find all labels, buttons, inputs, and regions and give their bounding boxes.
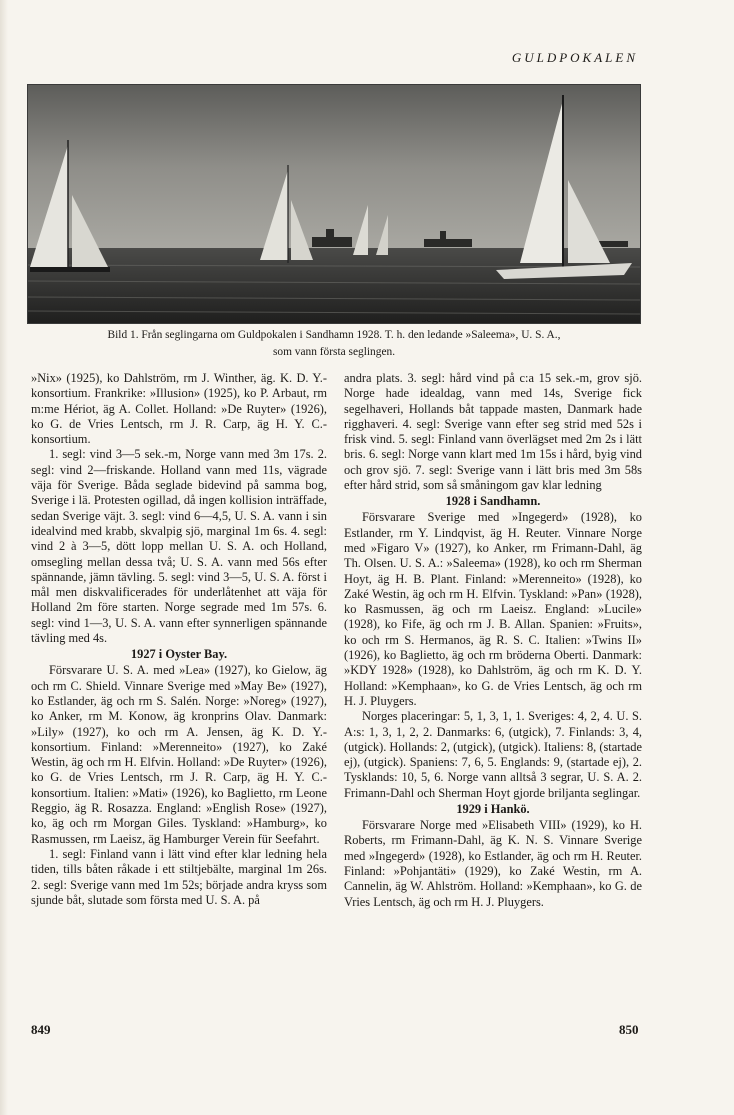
caption-line-1: Bild 1. Från seglingarna om Guldpokalen i Sandhamn 1928. T. h. den ledande »Saleema», U. S. A.,	[107, 329, 561, 341]
left-column	[31, 371, 327, 908]
section-heading-1927: 1927 i Oyster Bay.	[130, 647, 228, 662]
page-number-left: 849	[31, 1022, 51, 1037]
paragraph: Försvarare Sverige med »Ingegerd» (1928), ko Estlander, rm Y. Lindqvist, äg H. Reuter. Vinnare Norge med »Figaro V» (1927), ko Anker, rm Frimann-Dahl, äg Th. Olsen. U. S. A.: »Saleema» (1928), ko och rm Sherman Hoyt, äg H. B. Plant. Finland: »Merenneito» (1928), ko Zaké Westin, äg och rm H. Elfvin. Tyskland: »Pan» (1928), ko Rasmussen, äg och rm Laeisz. England: »Lucile» (1928), ko Fife, äg och rm J. B. Allan. Spanien: »Fruits», ko och rm S. Hermanos, äg R. S. C. Italien: »Twins II» (1926), ko Baglietto, äg och rm bröderna Oberti. Danmark: »KDY 1928» (1928), ko Dahlström, äg och rm K. D. Y. Holland: »Kemphaan», ko G. de Vries Lentsch, äg och rm H. J. Pluygers.	[344, 510, 642, 708]
right-column	[344, 371, 642, 910]
paragraph: andra plats. 3. segl: hård vind på c:a 15 sek.-m, grov sjö. Norge hade idealdag, vann med 14s, Sverige fick segelhaveri, Hollands båt tappade masten, Danmark hade rigghaveri. 4. segl: Sverige vann efter seg strid med 52s i frisk vind. 5. segl: Finland vann överlägset med 2m 2s i lätt bris. 6. segl: Norge vann klart med 1m 15s i hård, byig vind och grov sjö. 7. segl: Sverige vann i lätt bris med 3m 58s efter hård strid, som så småningom gav klar ledning	[344, 371, 642, 493]
page-edge	[0, 0, 8, 1115]
paragraph: Försvarare U. S. A. med »Lea» (1927), ko Gielow, äg och rm C. Shield. Vinnare Sverige med »May Be» (1927), ko Estlander, äg och rm S. Salén. Norge: »Noreg» (1927), ko Anker, rm M. Konow, äg kronprins Olav. Danmark: »Lily» (1927), ko och rm A. Jensen, äg K. D. Y.-konsortium. Finland: »Merenneito» (1927), ko Zaké Westin, äg och rm H. Elfvin. Holland: »De Ruyter» (1926), ko G. de Vries Lentsch, rm J. R. Carp, äg H. Y. C.-konsortium. Italien: »Mati» (1926), ko Baglietto, rm Leone Reggio, äg R. Rosazza. England: »English Rose» (1927), ko, äg och rm Morgan Giles. Tyskland: »Hamburg», ko Rasmussen, rm Laeisz, äg Hamburger Verein für Seefahrt.	[31, 663, 327, 846]
section-heading-1928: 1928 i Sandhamn.	[445, 494, 541, 509]
paragraph: »Nix» (1925), ko Dahlström, rm J. Winther, äg. K. D. Y.-konsortium. Frankrike: »Illusion» (1925), ko P. Arbaut, rm m:me Hériot, äg A. Collet. Holland: »De Ruyter» (1926), ko G. de Vries Lentsch, rm J. R. Carp, äg H. Y. C.-konsortium.	[31, 371, 327, 447]
caption-line-2: som vann första seglingen.	[272, 346, 396, 358]
paragraph: Norges placeringar: 5, 1, 3, 1, 1. Sveriges: 4, 2, 4. U. S. A:s: 1, 3, 1, 2, 2. Danmarks: 6, (utgick), 7. Finlands: 3, 4, (utgick). Hollands: 2, (utgick), (utgick). Italiens: 8, (startade ej), (utgick). Spaniens: 7, 6, 5. Englands: 9, (startade ej), 2. Tysklands: 10, 5, 6. Norge vann alltså 3 segrar, U. S. A. 2. Frimann-Dahl och Sherman Hoyt gjorde briljanta seglingar.	[344, 709, 642, 800]
paragraph: 1. segl: vind 3—5 sek.-m, Norge vann med 3m 17s. 2. segl: vind 2—friskande. Holland vann med 11s, vägrade väja för Sverige. Båda seglade bidevind på samma bog, Sverige i lä. Protesten ogillad, då ingen kollision inträffade, sedan Sverige väjt. 3. segl: vind 6—4,5, U. S. A. vann i sin idealvind med krabb, skvalpig sjö, marginal 1m 6s. 4. segl: vind 2 à 3—5, dött lopp mellan U. S. A. och Holland, omsegling mellan dessa två; U. S. A. vann med 56s efter spännande, jämn tävling. 5. segl: vind 3—5, U. S. A. först i mål men diskvalificerades för underlåtenhet att väja för Holland 2m före starten. Norge segrade med 1m 57s. 6. segl: vind 1—3, U. S. A. vann efter synnerligen spännande tävling med 4s.	[31, 447, 327, 646]
page-number-right: 850	[619, 1022, 639, 1037]
regatta-photo	[27, 84, 641, 324]
paragraph: 1. segl: Finland vann i lätt vind efter klar ledning hela tiden, tills båten råkade i ett stiltjebälte, marginal 1m 26s. 2. segl: Sverige vann med 1m 52s; började andra kryss som sjunde båt, slutade som första med U. S. A. på	[31, 846, 327, 907]
running-header: GULDPOKALEN	[511, 50, 638, 65]
section-heading-1929: 1929 i Hankö.	[456, 802, 530, 817]
paragraph: Försvarare Norge med »Elisabeth VIII» (1929), ko H. Roberts, rm Frimann-Dahl, äg K. N. S. Vinnare Sverige med »Ingegerd» (1928), ko Estlander, äg och rm H. Reuter. Finland: »Pohjantäti» (1929), ko Zaké Westin, rm A. Cannelin, äg W. Ahlström. Holland: »Kemphaan», ko G. de Vries Lentsch, äg och rm H. J. Pluygers.	[344, 818, 642, 909]
photo-caption	[27, 327, 641, 361]
